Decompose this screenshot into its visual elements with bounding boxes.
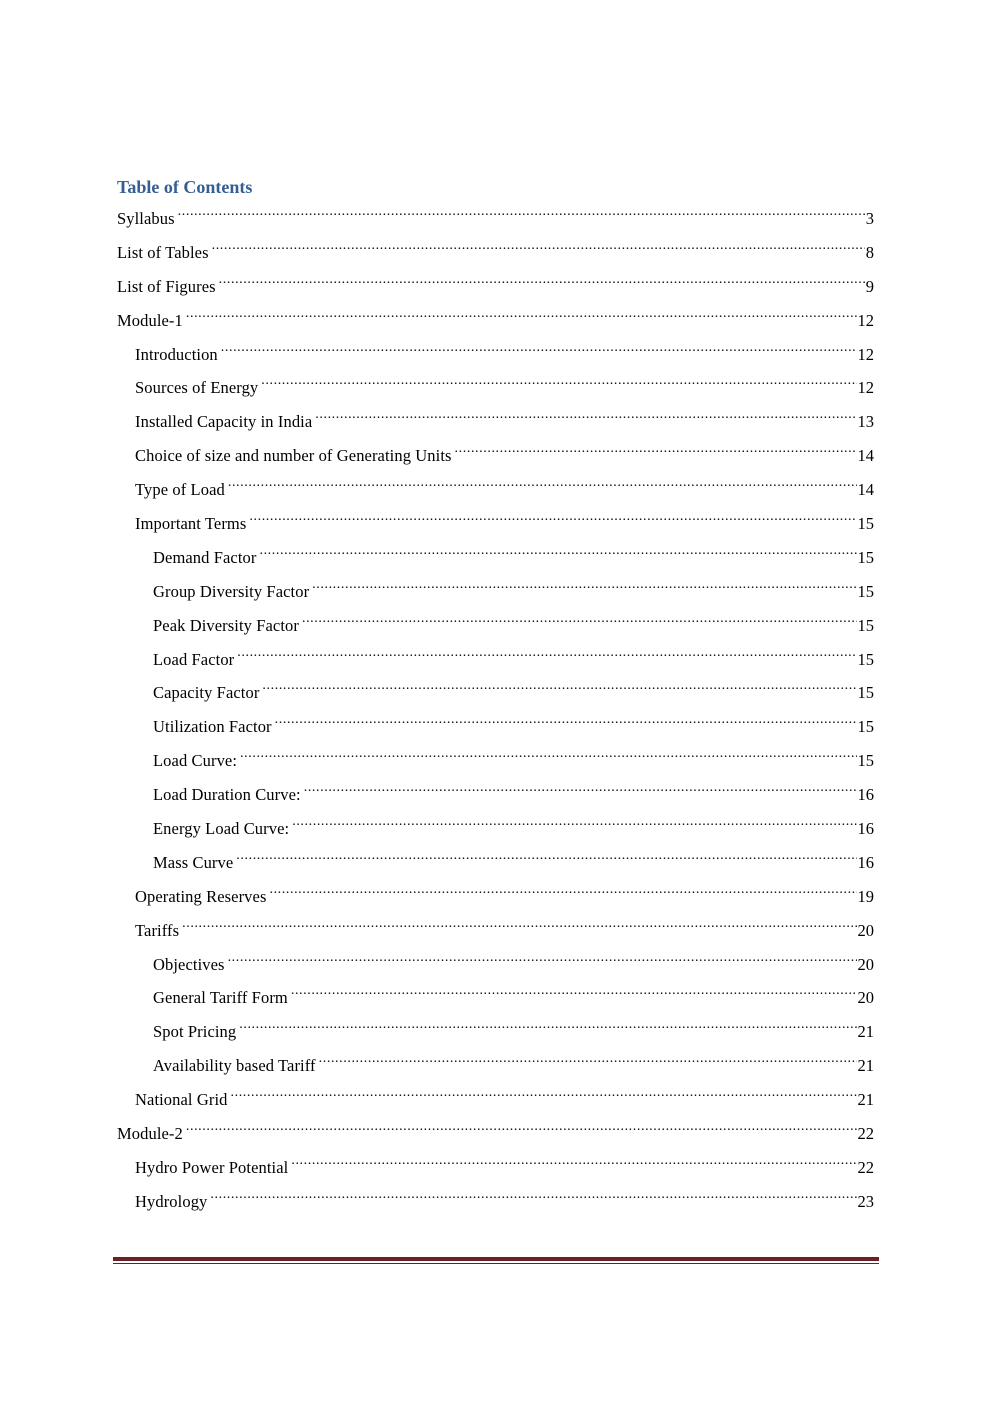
toc-entry-label: Module-2 [117,1124,183,1144]
toc-dot-leader [292,810,856,834]
toc-entry-label: Capacity Factor [153,683,260,703]
toc-entry-label: Energy Load Curve: [153,819,290,839]
toc-entry[interactable] [117,302,874,330]
toc-entry-label: Sources of Energy [135,378,259,398]
toc-entry-label: Peak Diversity Factor [153,615,299,635]
toc-entry[interactable] [117,200,874,228]
toc-entry[interactable] [117,946,874,974]
toc-entry[interactable] [117,708,874,737]
toc-dot-leader [262,674,856,698]
toc-entry-label: Hydrology [135,1191,208,1211]
toc-dot-leader [237,641,856,665]
toc-entry-page-number: 15 [857,717,874,737]
toc-entry[interactable] [117,403,874,432]
toc-dot-leader [219,268,865,292]
toc-dot-leader [221,336,857,360]
toc-entry-page-number: 16 [857,785,874,805]
toc-entry[interactable] [117,336,874,364]
toc-entry-page-number: 15 [857,683,874,703]
toc-entry[interactable] [117,369,874,398]
toc-entry-page-number: 15 [857,547,874,567]
toc-entry-page-number: 12 [857,310,874,330]
toc-entry-page-number: 8 [865,242,874,262]
toc-dot-leader [212,234,865,258]
toc-entry-label: List of Figures [117,276,216,296]
toc-dot-leader [182,912,856,936]
toc-entry[interactable] [117,234,874,262]
toc-entry[interactable] [117,573,874,601]
toc-dot-leader [240,742,856,766]
toc-entry[interactable] [117,878,874,906]
toc-entry[interactable] [117,1149,874,1177]
toc-entry-page-number: 21 [857,1056,874,1076]
toc-entry-label: Choice of size and number of Generating Units [135,446,452,466]
toc-entry-page-number: 15 [857,649,874,669]
toc-entry-page-number: 15 [857,751,874,771]
toc-entry-label: List of Tables [117,242,209,262]
toc-entry-label: Demand Factor [153,547,257,567]
toc-entry-label: Objectives [153,954,225,974]
toc-entry-page-number: 13 [857,412,874,432]
toc-entry-label: General Tariff Form [153,988,288,1008]
toc-entry-page-number: 12 [857,378,874,398]
toc-entry-label: Operating Reserves [135,886,267,906]
toc-entry-label: Type of Load [135,480,225,500]
toc-entry-label: Availability based Tariff [153,1056,316,1076]
toc-entry[interactable] [117,1081,874,1110]
toc-entry-label: Mass Curve [153,852,234,872]
toc-entry-page-number: 22 [857,1124,874,1144]
toc-dot-leader [269,878,856,902]
toc-dot-leader [231,1081,857,1105]
toc-dot-leader [455,437,857,461]
toc-dot-leader [210,1183,856,1207]
toc-entry[interactable] [117,844,874,872]
toc-dot-leader [291,1149,856,1173]
toc-entry-label: Utilization Factor [153,717,272,737]
toc-entry-page-number: 23 [857,1191,874,1211]
toc-entry[interactable] [117,607,874,635]
toc-entry-label: Important Terms [135,514,247,534]
toc-entry-label: Load Factor [153,649,235,669]
toc-entry[interactable] [117,641,874,669]
toc-dot-leader [186,1115,857,1139]
toc-entry-page-number: 3 [865,209,874,228]
toc-entry-page-number: 21 [857,1022,874,1042]
toc-dot-leader [261,369,856,393]
toc-entry-label: Tariffs [135,920,180,940]
toc-dot-leader [239,1013,856,1037]
toc-entry[interactable] [117,1115,874,1144]
toc-entry-page-number: 20 [857,954,874,974]
toc-dot-leader [291,979,857,1003]
toc-entry[interactable] [117,1047,874,1076]
toc-list [117,200,874,1217]
toc-entry-label: Hydro Power Potential [135,1157,289,1177]
toc-dot-leader [304,776,857,800]
toc-title: Table of Contents [117,177,253,197]
toc-dot-leader [259,539,856,563]
toc-entry-page-number: 9 [865,276,874,296]
toc-entry[interactable] [117,471,874,500]
toc-entry-label: Module-1 [117,310,183,330]
toc-entry[interactable] [117,674,874,703]
toc-entry-label: Group Diversity Factor [153,581,310,601]
toc-entry-page-number: 12 [857,344,874,364]
toc-entry[interactable] [117,979,874,1008]
footer-rule-thin [113,1263,879,1264]
toc-entry[interactable] [117,776,874,805]
toc-entry[interactable] [117,912,874,940]
toc-entry-page-number: 14 [857,446,874,466]
toc-dot-leader [302,607,857,631]
toc-dot-leader [228,471,857,495]
toc-dot-leader [312,573,856,597]
toc-entry-label: Introduction [135,344,218,364]
toc-entry-label: Syllabus [117,209,175,228]
toc-entry[interactable] [117,539,874,567]
toc-dot-leader [178,200,865,224]
toc-entry-page-number: 15 [857,514,874,534]
toc-dot-leader [319,1047,857,1071]
toc-entry-page-number: 20 [857,920,874,940]
toc-entry-page-number: 15 [857,581,874,601]
toc-entry-page-number: 16 [857,819,874,839]
toc-entry-label: Spot Pricing [153,1022,237,1042]
toc-entry-page-number: 21 [857,1090,874,1110]
toc-entry[interactable] [117,810,874,839]
toc-entry[interactable] [117,742,874,771]
toc-dot-leader [228,946,857,970]
toc-entry-page-number: 16 [857,852,874,872]
toc-entry-page-number: 14 [857,480,874,500]
toc-entry-page-number: 20 [857,988,874,1008]
toc-entry-page-number: 22 [857,1157,874,1177]
toc-entry[interactable] [117,1183,874,1211]
toc-entry-page-number: 15 [857,615,874,635]
toc-entry-label: National Grid [135,1090,228,1110]
toc-entry[interactable] [117,437,874,466]
toc-entry[interactable] [117,268,874,296]
toc-dot-leader [315,403,856,427]
toc-entry-page-number: 19 [857,886,874,906]
toc-entry[interactable] [117,505,874,534]
toc-dot-leader [275,708,857,732]
toc-dot-leader [236,844,856,868]
toc-entry-label: Load Curve: [153,751,238,771]
footer-rule-thick [113,1257,879,1261]
toc-entry-label: Installed Capacity in India [135,412,313,432]
toc-dot-leader [186,302,857,326]
toc-entry-label: Load Duration Curve: [153,785,301,805]
toc-dot-leader [249,505,856,529]
toc-entry[interactable] [117,1013,874,1042]
